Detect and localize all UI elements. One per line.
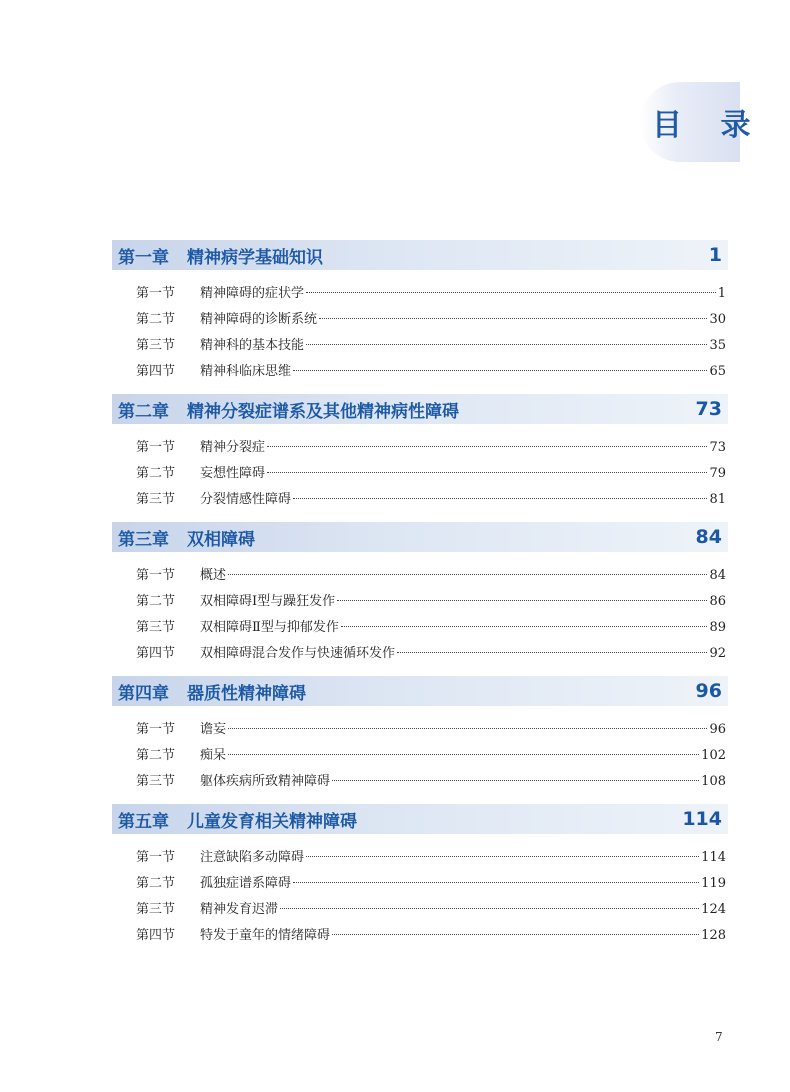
section-title: 精神障碍的症状学 <box>200 286 305 301</box>
chapter-title-group <box>118 397 459 422</box>
section-label: 第一节 <box>136 722 176 737</box>
chapter-title: 儿童发育相关精神障碍 <box>187 811 357 832</box>
chapter-heading[interactable] <box>112 522 728 552</box>
section-page-number: 96 <box>709 722 726 737</box>
section-title: 概述 <box>200 568 227 583</box>
section-page-number: 102 <box>701 748 726 763</box>
section-page-number: 84 <box>709 568 726 583</box>
section-label: 第一节 <box>136 440 176 455</box>
section-label: 第一节 <box>136 286 176 301</box>
section-title: 双相障碍Ⅱ型与抑郁发作 <box>200 620 339 635</box>
section-title: 精神发育迟滞 <box>200 902 279 917</box>
section-entry[interactable] <box>112 744 728 770</box>
chapter-title-group <box>118 525 255 550</box>
section-entry[interactable] <box>112 770 728 796</box>
section-label: 第三节 <box>136 620 176 635</box>
section-label: 第二节 <box>136 466 176 481</box>
dot-leader <box>306 292 716 293</box>
dot-leader <box>228 574 707 575</box>
section-title: 精神障碍的诊断系统 <box>200 312 318 327</box>
section-page-number: 92 <box>709 646 726 661</box>
dot-leader <box>337 600 707 601</box>
dot-leader <box>332 780 699 781</box>
section-label: 第二节 <box>136 594 176 609</box>
section-entry[interactable] <box>112 488 728 514</box>
page-number: 7 <box>715 1030 723 1044</box>
table-of-contents <box>112 240 728 958</box>
chapter-page-number: 96 <box>695 680 722 702</box>
dot-leader <box>293 370 707 371</box>
chapter-title-group <box>118 679 306 704</box>
section-entry[interactable] <box>112 924 728 950</box>
chapter-spacer <box>112 386 728 394</box>
chapter-heading[interactable] <box>112 676 728 706</box>
section-title: 痴呆 <box>200 748 227 763</box>
chapter-label: 第五章 <box>118 811 169 832</box>
chapter-label: 第二章 <box>118 401 169 422</box>
chapter-spacer <box>112 796 728 804</box>
section-title: 特发于童年的情绪障碍 <box>200 928 331 943</box>
section-entry[interactable] <box>112 360 728 386</box>
dot-leader <box>267 472 707 473</box>
dot-leader <box>319 318 707 319</box>
section-page-number: 65 <box>709 364 726 379</box>
section-label: 第四节 <box>136 646 176 661</box>
dot-leader <box>293 498 707 499</box>
section-entry[interactable] <box>112 872 728 898</box>
section-entry[interactable] <box>112 334 728 360</box>
page-title: 目 录 <box>652 108 765 143</box>
dot-leader <box>332 934 699 935</box>
dot-leader <box>397 652 707 653</box>
chapter-page-number: 73 <box>695 398 722 420</box>
section-page-number: 124 <box>701 902 726 917</box>
section-label: 第三节 <box>136 774 176 789</box>
chapter-title: 器质性精神障碍 <box>187 683 306 704</box>
section-title: 谵妄 <box>200 722 227 737</box>
section-page-number: 73 <box>709 440 726 455</box>
dot-leader <box>267 446 707 447</box>
section-entry[interactable] <box>112 282 728 308</box>
section-label: 第三节 <box>136 492 176 507</box>
section-label: 第四节 <box>136 364 176 379</box>
chapter-spacer <box>112 514 728 522</box>
section-entry[interactable] <box>112 462 728 488</box>
chapter-title-group <box>118 807 357 832</box>
section-page-number: 81 <box>709 492 726 507</box>
section-title: 孤独症谱系障碍 <box>200 876 292 891</box>
chapter-label: 第四章 <box>118 683 169 704</box>
section-label: 第一节 <box>136 568 176 583</box>
section-entry[interactable] <box>112 308 728 334</box>
section-entry[interactable] <box>112 846 728 872</box>
section-title: 分裂情感性障碍 <box>200 492 292 507</box>
chapter-title-group <box>118 243 323 268</box>
chapter-spacer <box>112 950 728 958</box>
chapter-page-number: 114 <box>682 808 722 830</box>
section-title: 躯体疾病所致精神障碍 <box>200 774 331 789</box>
dot-leader <box>293 882 699 883</box>
section-entry[interactable] <box>112 642 728 668</box>
section-list <box>112 270 728 386</box>
section-list <box>112 834 728 950</box>
dot-leader <box>228 754 699 755</box>
chapter-title: 双相障碍 <box>187 529 255 550</box>
chapter-title: 精神病学基础知识 <box>187 247 323 268</box>
section-page-number: 30 <box>709 312 726 327</box>
chapter-page-number: 84 <box>695 526 722 548</box>
section-page-number: 119 <box>701 876 726 891</box>
chapter-heading[interactable] <box>112 804 728 834</box>
chapter-heading[interactable] <box>112 394 728 424</box>
section-label: 第三节 <box>136 902 176 917</box>
section-page-number: 89 <box>709 620 726 635</box>
section-list <box>112 706 728 796</box>
chapter-spacer <box>112 668 728 676</box>
chapter-page-number: 1 <box>708 244 722 266</box>
section-label: 第二节 <box>136 876 176 891</box>
section-label: 第二节 <box>136 312 176 327</box>
section-title: 注意缺陷多动障碍 <box>200 850 305 865</box>
chapter-title: 精神分裂症谱系及其他精神病性障碍 <box>187 401 459 422</box>
chapter-label: 第一章 <box>118 247 169 268</box>
chapter-label: 第三章 <box>118 529 169 550</box>
section-title: 精神科临床思维 <box>200 364 292 379</box>
section-page-number: 86 <box>709 594 726 609</box>
dot-leader <box>341 626 708 627</box>
section-entry[interactable] <box>112 590 728 616</box>
section-list <box>112 424 728 514</box>
section-entry[interactable] <box>112 436 728 462</box>
dot-leader <box>228 728 707 729</box>
section-page-number: 79 <box>709 466 726 481</box>
section-title: 妄想性障碍 <box>200 466 266 481</box>
section-title: 双相障碍混合发作与快速循环发作 <box>200 646 396 661</box>
section-page-number: 35 <box>709 338 726 353</box>
section-title: 双相障碍Ⅰ型与躁狂发作 <box>200 594 336 609</box>
dot-leader <box>280 908 699 909</box>
section-entry[interactable] <box>112 564 728 590</box>
section-label: 第四节 <box>136 928 176 943</box>
dot-leader <box>306 856 699 857</box>
section-list <box>112 552 728 668</box>
section-title: 精神分裂症 <box>200 440 266 455</box>
section-label: 第二节 <box>136 748 176 763</box>
section-page-number: 128 <box>701 928 726 943</box>
section-title: 精神科的基本技能 <box>200 338 305 353</box>
section-label: 第一节 <box>136 850 176 865</box>
dot-leader <box>306 344 707 345</box>
section-page-number: 108 <box>701 774 726 789</box>
section-entry[interactable] <box>112 898 728 924</box>
section-label: 第三节 <box>136 338 176 353</box>
section-entry[interactable] <box>112 718 728 744</box>
section-entry[interactable] <box>112 616 728 642</box>
section-page-number: 114 <box>701 850 726 865</box>
chapter-heading[interactable] <box>112 240 728 270</box>
section-page-number: 1 <box>717 286 726 301</box>
